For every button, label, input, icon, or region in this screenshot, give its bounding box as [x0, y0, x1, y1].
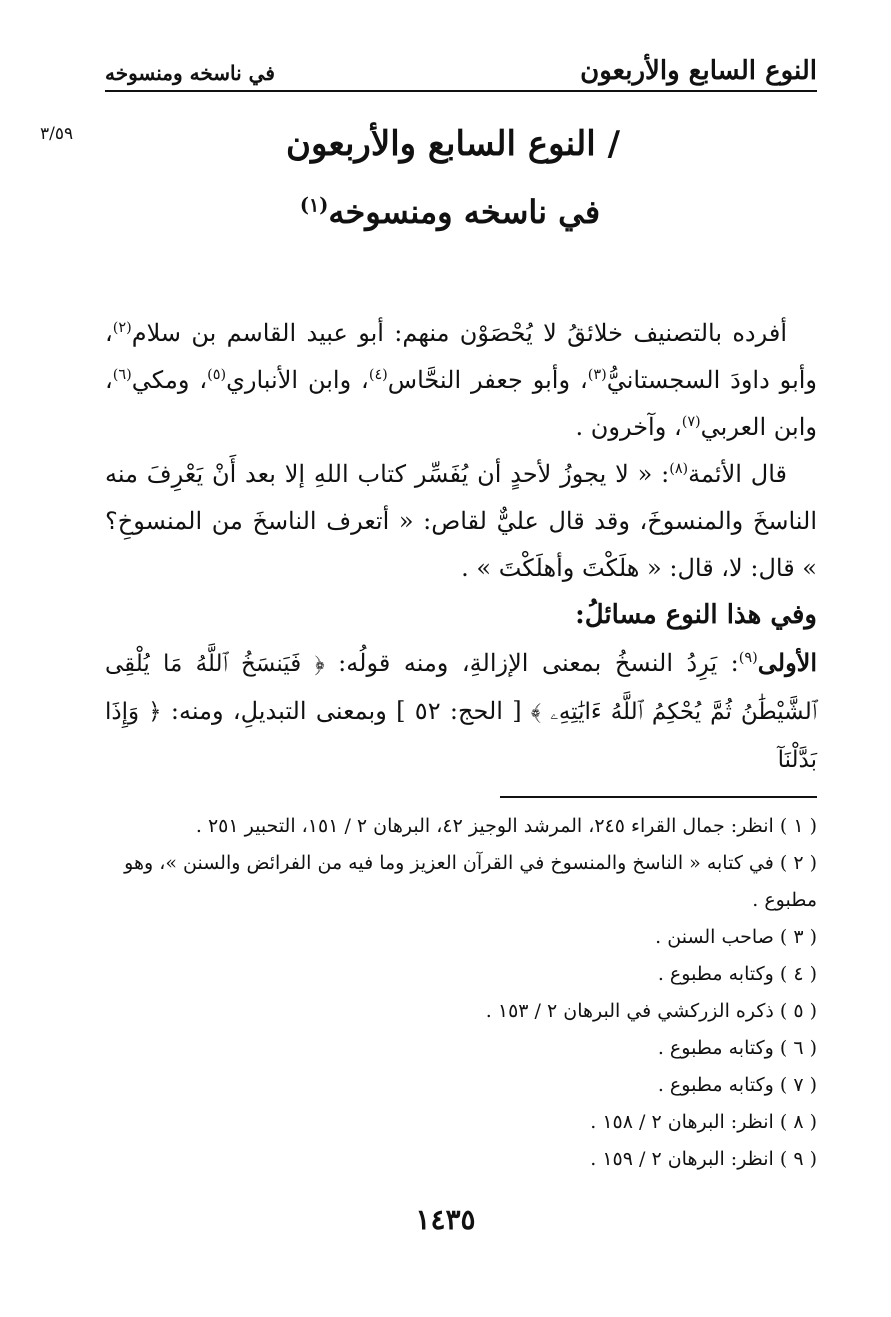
footnote-ref-1[interactable]: (١): [299, 193, 329, 217]
chapter-title: [150, 120, 620, 168]
footnote-ref-2[interactable]: (٢): [112, 320, 132, 336]
footnote-4: ( ٤ ) وكتابه مطبوع .: [657, 963, 817, 985]
footnotes: [105, 808, 817, 1178]
footnote-6: ( ٦ ) وكتابه مطبوع .: [657, 1037, 817, 1059]
running-header-chapter: النوع السابع والأربعون: [580, 56, 817, 86]
footnote-ref-8[interactable]: (٨): [669, 461, 689, 477]
page-number: ١٤٣٥: [415, 1203, 476, 1236]
folio-marker: /: [607, 124, 620, 164]
footnote-ref-6[interactable]: (٦): [112, 367, 132, 383]
issue-label: الأولى: [757, 648, 818, 677]
footnote-8: ( ٨ ) انظر: البرهان ٢ / ١٥٨ .: [590, 1111, 817, 1133]
footnote-7: ( ٧ ) وكتابه مطبوع .: [657, 1074, 817, 1096]
paragraph-1: أفرده بالتصنيف خلائقُ لا يُحْصَوْن منهم: أبو عبيد القاسم بن سلام$^{(٢)}$، وأبو داودَ السجستانيُّ$^{(٣)}$، وأبو جعفر النحَّاس$^{(٤)}$، وابن الأنباري$^{(٥)}$، ومكي$^{(٦)}$، وابن العربي$^{(٧)}$، وآخرون .: [105, 319, 818, 441]
body-text: [105, 310, 817, 784]
footnote-3: ( ٣ ) صاحب السنن .: [655, 926, 817, 948]
footnote-5: ( ٥ ) ذكره الزركشي في البرهان ٢ / ١٥٣ .: [485, 1000, 817, 1022]
footnote-1: ( ١ ) انظر: جمال القراء ٢٤٥، المرشد الوجيز ٤٢، البرهان ٢ / ١٥١، التحبير ٢٥١ .: [195, 815, 817, 837]
footnote-ref-5[interactable]: (٥): [207, 367, 227, 383]
paragraph-2: قال الأئمة$^{(٨)}$: « لا يجوزُ لأحدٍ أن يُفَسِّر كتاب اللهِ إلا بعد أَنْ يَعْرِفَ منه الناسخَ والمنسوخَ، وقد قال عليٌّ لقاص: « أتعرف الناسخَ من المنسوخِ؟ » قال: لا، قال: « هلَكْتَ وأهلَكْتَ » .: [105, 460, 817, 582]
margin-reference: ٣/٥٩: [40, 124, 74, 144]
footnote-divider: [500, 796, 817, 798]
footnote-2: ( ٢ ) في كتابه « الناسخ والمنسوخ في القرآن العزيز وما فيه من الفرائض والسنن »، وهو مطبوع .: [124, 852, 817, 911]
footnote-ref-4[interactable]: (٤): [368, 367, 388, 383]
footnote-9: ( ٩ ) انظر: البرهان ٢ / ١٥٩ .: [590, 1148, 817, 1170]
chapter-title-text: النوع السابع والأربعون: [286, 124, 596, 164]
running-header-topic: في ناسخه ومنسوخه: [105, 61, 275, 85]
section-subheading: وفي هذا النوع مسائلُ:: [575, 600, 817, 630]
footnote-ref-9[interactable]: (٩): [738, 650, 758, 666]
footnote-ref-3[interactable]: (٣): [587, 367, 607, 383]
paragraph-3: الأولى$^{(٩)}$: يَرِدُ النسخُ بمعنى الإزالةِ، ومنه قولُه: ﴿ فَيَنسَخُ ٱللَّهُ مَا يُلْقِى ٱلشَّيْطَٰنُ ثُمَّ يُحْكِمُ ٱللَّهُ ءَايَٰتِهِۦ ﴾ [ الحج: ٥٢ ] وبمعنى التبديلِ، ومنه: ﴿ وَإِذَا بَدَّلْنَآ: [105, 648, 818, 773]
running-header: [105, 52, 817, 92]
chapter-subtitle-text: في ناسخه ومنسوخه: [328, 193, 601, 231]
chapter-subtitle: [150, 188, 750, 236]
footnote-ref-7[interactable]: (٧): [681, 414, 701, 430]
quran-verse-2: ﴿ وَإِذَا بَدَّلْنَآ: [105, 699, 817, 773]
quran-verse-1: ﴿ فَيَنسَخُ ٱللَّهُ مَا يُلْقِى ٱلشَّيْطَٰنُ ثُمَّ يُحْكِمُ ٱللَّهُ ءَايَٰتِهِۦ ﴾: [105, 651, 817, 725]
